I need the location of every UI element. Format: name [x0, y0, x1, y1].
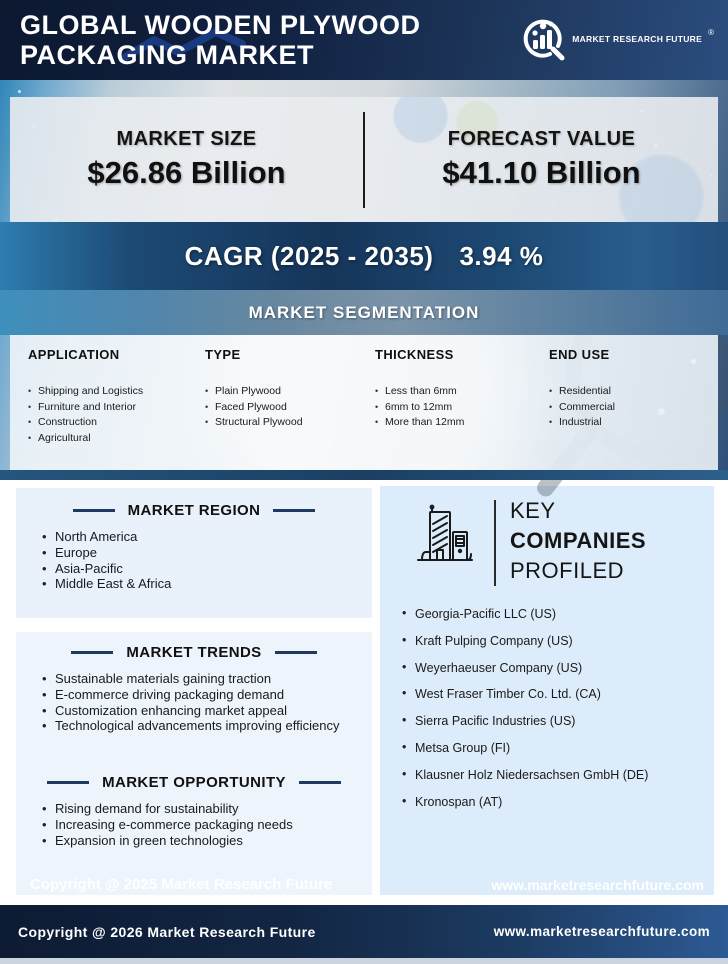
footer-website-link[interactable]: www.marketresearchfuture.com: [493, 924, 710, 939]
footer: [0, 905, 728, 958]
title-dash: [299, 781, 341, 784]
market-trends-title-row: [16, 644, 372, 661]
segmentation-band: [0, 290, 728, 335]
list-item: • Industrial: [549, 415, 704, 431]
mrf-logo-icon: [520, 16, 566, 62]
list-item: • Kraft Pulping Company (US): [402, 635, 714, 648]
trends-opportunity-panel: [16, 632, 372, 895]
segment-column-type: [205, 347, 365, 431]
registered-mark: ®: [708, 27, 714, 37]
list-item: • Europe: [42, 545, 372, 561]
network-dots-decoration: [18, 90, 21, 93]
list-item: • Commercial: [549, 400, 704, 416]
market-opportunity-title: MARKET OPPORTUNITY: [102, 774, 286, 792]
segmentation-title: MARKET SEGMENTATION: [248, 302, 480, 322]
key-companies-header: [380, 486, 714, 594]
market-trends-title: MARKET TRENDS: [126, 644, 262, 661]
segment-heading: THICKNESS: [375, 347, 454, 362]
segment-column-thickness: [375, 347, 535, 431]
list-item: • Technological advancements improving efficiency: [42, 718, 372, 734]
segment-column-application: [28, 347, 193, 446]
details-section: [0, 480, 728, 905]
list-item: • Structural Plywood: [205, 415, 365, 431]
list-item: • Sustainable materials gaining traction: [42, 671, 372, 687]
segment-list: [549, 384, 704, 431]
list-item: • Furniture and Interior: [28, 400, 193, 416]
market-region-title: MARKET REGION: [127, 502, 261, 519]
hero-section: [0, 80, 728, 480]
key-companies-title-line1: KEY: [510, 498, 556, 523]
segment-list: [375, 384, 535, 431]
companies-header-divider: [494, 500, 496, 586]
forecast-value-value: $41.10 Billion: [442, 155, 641, 190]
list-item: • Less than 6mm: [375, 384, 535, 400]
list-item: • West Fraser Timber Co. Ltd. (CA): [402, 688, 714, 701]
segment-column-enduse: [549, 347, 704, 431]
watermark-website: www.marketresearchfuture.com: [491, 877, 704, 893]
list-item: • 6mm to 12mm: [375, 400, 535, 416]
market-region-list: [42, 529, 372, 592]
list-item: • E-commerce driving packaging demand: [42, 687, 372, 703]
segment-heading: TYPE: [205, 347, 241, 362]
list-item: • Customization enhancing market appeal: [42, 703, 372, 719]
segment-list: [28, 384, 193, 446]
title-dash: [47, 781, 89, 784]
market-region-title-row: [16, 502, 372, 519]
building-icon: [416, 504, 474, 570]
list-item: • Kronospan (AT): [402, 796, 714, 809]
forecast-value-block: [365, 97, 718, 222]
header: [0, 0, 728, 80]
key-companies-title: [510, 496, 646, 586]
list-item: • Asia-Pacific: [42, 561, 372, 577]
brand-name: MARKET RESEARCH FUTURE: [572, 34, 703, 44]
list-item: • Metsa Group (FI): [402, 742, 714, 755]
hero-bottom-strip: [0, 470, 728, 480]
companies-list: [402, 608, 714, 809]
key-companies-title-line3: PROFILED: [510, 558, 625, 583]
list-item: • Faced Plywood: [205, 400, 365, 416]
watermark-copyright: Copyright @ 2025 Market Research Future: [30, 876, 333, 893]
list-item: • Shipping and Logistics: [28, 384, 193, 400]
list-item: • Rising demand for sustainability: [42, 801, 372, 817]
list-item: • Increasing e-commerce packaging needs: [42, 817, 372, 833]
list-item: • Expansion in green technologies: [42, 833, 372, 849]
market-opportunity-list: [42, 801, 372, 848]
title-dash: [73, 509, 115, 512]
title-dash: [273, 509, 315, 512]
list-item: • Residential: [549, 384, 704, 400]
list-item: • Klausner Holz Niedersachsen GmbH (DE): [402, 769, 714, 782]
title-dash: [71, 651, 113, 654]
bottom-strip: [0, 958, 728, 964]
list-item: • More than 12mm: [375, 415, 535, 431]
stats-panel: [10, 97, 718, 222]
brand-logo: [520, 16, 714, 62]
segmentation-panel: [10, 335, 718, 470]
list-item: • Sierra Pacific Industries (US): [402, 715, 714, 728]
list-item: • North America: [42, 529, 372, 545]
market-size-block: [10, 97, 363, 222]
list-item: • Middle East & Africa: [42, 576, 372, 592]
key-companies-title-line2: COMPANIES: [510, 528, 647, 553]
segment-heading: END USE: [549, 347, 610, 362]
list-item: • Agricultural: [28, 431, 193, 447]
segment-list: [205, 384, 365, 431]
forecast-value-label: FORECAST VALUE: [447, 128, 636, 150]
key-companies-panel: [380, 486, 714, 895]
cagr-band: [0, 222, 728, 290]
market-size-label: MARKET SIZE: [116, 128, 257, 150]
list-item: • Construction: [28, 415, 193, 431]
page-title: GLOBAL WOODEN PLYWOOD PACKAGING MARKET: [20, 10, 421, 70]
segment-heading: APPLICATION: [28, 347, 120, 362]
title-dash: [275, 651, 317, 654]
footer-copyright: Copyright @ 2026 Market Research Future: [18, 923, 316, 940]
market-region-panel: [16, 488, 372, 618]
list-item: • Plain Plywood: [205, 384, 365, 400]
market-trends-list: [42, 671, 372, 734]
cagr-value: 3.94 %: [459, 240, 544, 271]
market-size-value: $26.86 Billion: [87, 155, 286, 190]
list-item: • Georgia-Pacific LLC (US): [402, 608, 714, 621]
market-opportunity-title-row: [16, 774, 372, 791]
cagr-label: CAGR (2025 - 2035): [184, 240, 434, 271]
list-item: • Weyerhaeuser Company (US): [402, 662, 714, 675]
